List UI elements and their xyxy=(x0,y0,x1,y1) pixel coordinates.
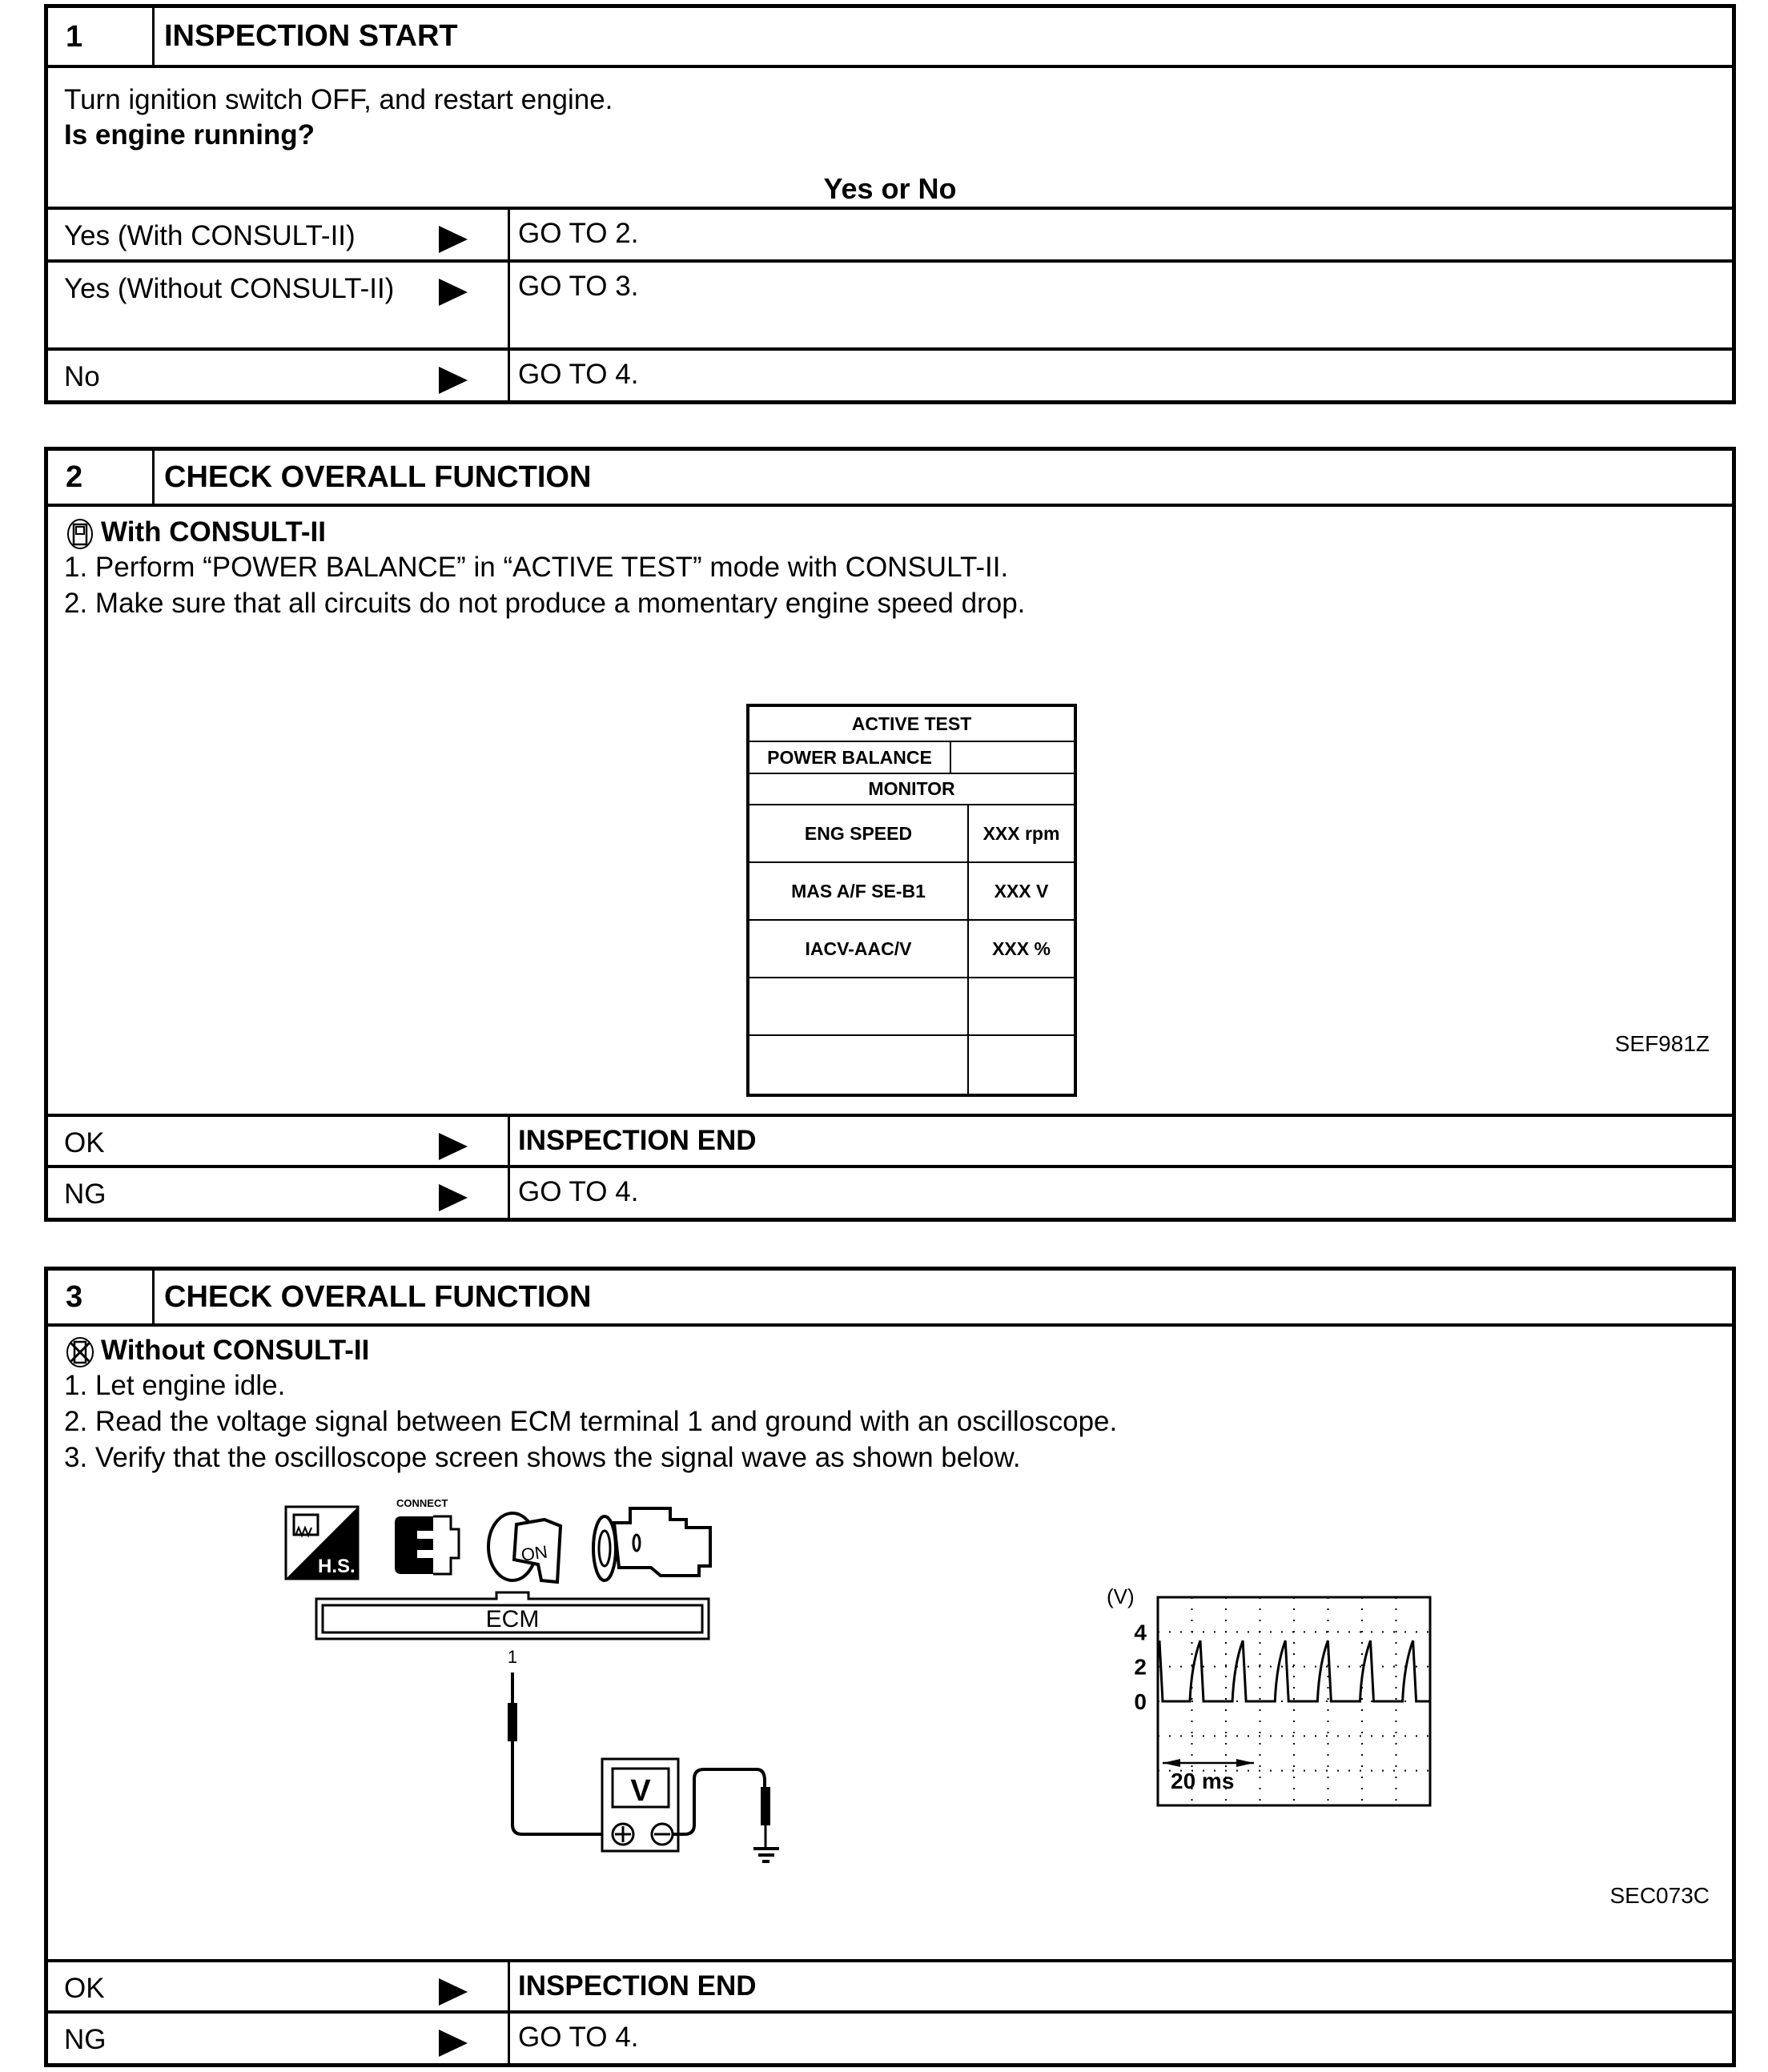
hot-engine-icon xyxy=(286,1507,358,1579)
ground-probe xyxy=(673,1769,770,1849)
result-row[interactable] xyxy=(48,1114,1732,1168)
ecm-module xyxy=(316,1592,709,1639)
mode-label xyxy=(64,1335,369,1368)
result-condition: No xyxy=(64,361,100,392)
circuit-diagram xyxy=(308,1591,789,1927)
result-action[interactable] xyxy=(508,1117,1732,1168)
result-condition: OK xyxy=(64,1973,105,2004)
terminal-number: 1 xyxy=(507,1647,518,1667)
monitor-row xyxy=(749,863,1074,921)
signal-waveform xyxy=(1159,1640,1429,1701)
monitor-item: ENG SPEED xyxy=(749,805,969,861)
result-action[interactable] xyxy=(508,210,1732,263)
monitor-item xyxy=(749,978,969,1034)
instruction-text: 3. Verify that the oscilloscope screen shows the signal wave as shown below. xyxy=(64,1442,1021,1473)
result-row[interactable] xyxy=(48,1165,1732,1218)
step-number: 2 xyxy=(48,451,155,504)
monitor-label: MONITOR xyxy=(868,778,955,799)
result-row[interactable] xyxy=(48,347,1732,400)
monitor-item: MAS A/F SE-B1 xyxy=(749,863,969,919)
result-action-text: GO TO 4. xyxy=(518,359,639,390)
monitor-row xyxy=(749,805,1074,863)
instruction-text: 2. Read the voltage signal between ECM terminal 1 and ground with an oscilloscope. xyxy=(64,1406,1118,1437)
result-action-text: GO TO 4. xyxy=(518,2022,639,2053)
instruction-text: 1. Let engine idle. xyxy=(64,1370,286,1401)
result-action-text: INSPECTION END xyxy=(518,1125,757,1156)
result-row[interactable] xyxy=(48,259,1732,351)
question-text: Is engine running? xyxy=(64,119,315,151)
instruction-text: 1. Perform “POWER BALANCE” in “ACTIVE TEST” mode with CONSULT-II. xyxy=(64,552,1009,583)
figure-id: SEC073C xyxy=(1609,1883,1710,1908)
monitor-row xyxy=(749,921,1074,978)
monitor-value: XXX V xyxy=(994,880,1049,901)
monitor-value: XXX rpm xyxy=(982,822,1060,844)
result-condition: NG xyxy=(64,1179,106,1210)
result-action[interactable] xyxy=(508,1962,1732,2014)
mode-label-text: Without CONSULT-II xyxy=(101,1335,370,1366)
arrow-right-icon xyxy=(439,1184,468,1211)
mode-label-text: With CONSULT-II xyxy=(101,516,326,548)
figure-id: SEF981Z xyxy=(1614,1031,1710,1056)
step-body xyxy=(48,507,1732,1117)
condition-icons xyxy=(284,1499,765,1587)
monitor-item xyxy=(749,1036,969,1094)
monitor-item: IACV-AAC/V xyxy=(749,921,969,977)
connect-label: CONNECT xyxy=(396,1499,448,1509)
time-scale-label: 20 ms xyxy=(1171,1769,1235,1793)
arrow-right-icon xyxy=(439,279,468,306)
result-action[interactable] xyxy=(508,1168,1732,1218)
meter-label: V xyxy=(630,1774,651,1808)
arrow-right-icon xyxy=(439,2030,468,2057)
arrow-right-icon xyxy=(439,226,468,253)
oscilloscope-chart xyxy=(1097,1583,1449,1823)
step-title: INSPECTION START xyxy=(164,19,458,53)
step-header xyxy=(48,8,1732,68)
ignition-key-on-icon xyxy=(488,1513,561,1582)
result-row[interactable] xyxy=(48,2010,1732,2063)
result-action[interactable] xyxy=(508,2014,1732,2063)
result-condition: Yes (Without CONSULT-II) xyxy=(64,273,395,304)
step-2-table xyxy=(44,447,1736,1222)
test-item-value xyxy=(951,742,1074,773)
monitor-value: XXX % xyxy=(992,938,1051,959)
yes-or-no-label: Yes or No xyxy=(823,172,957,205)
monitor-value xyxy=(969,1036,1074,1094)
y-tick-label: 0 xyxy=(1134,1689,1147,1714)
result-row[interactable] xyxy=(48,1959,1732,2014)
y-unit-label: (V) xyxy=(1107,1584,1135,1608)
result-condition: NG xyxy=(64,2024,106,2055)
step-number: 3 xyxy=(48,1271,155,1323)
step-header xyxy=(48,451,1732,507)
result-action-text: GO TO 2. xyxy=(518,218,639,249)
result-row[interactable] xyxy=(48,207,1732,263)
mode-label xyxy=(64,516,326,550)
monitor-row xyxy=(749,1036,1074,1094)
active-test-title: ACTIVE TEST xyxy=(851,713,972,734)
monitor-row xyxy=(749,978,1074,1036)
test-item-label: POWER BALANCE xyxy=(749,742,951,773)
svg-text:ON: ON xyxy=(520,1541,549,1565)
arrow-right-icon xyxy=(439,367,468,394)
result-action-text: GO TO 3. xyxy=(518,271,639,302)
instruction-text: 2. Make sure that all circuits do not produce a momentary engine speed drop. xyxy=(64,588,1026,619)
result-condition: Yes (With CONSULT-II) xyxy=(64,220,356,251)
y-tick-label: 2 xyxy=(1134,1654,1147,1680)
result-action[interactable] xyxy=(508,351,1732,400)
test-item-row xyxy=(749,742,1074,774)
time-scale-arrow xyxy=(1163,1759,1254,1767)
monitor-header-row xyxy=(749,774,1074,805)
step-title: CHECK OVERALL FUNCTION xyxy=(164,1279,592,1314)
arrow-right-icon xyxy=(439,1978,468,2006)
ecm-label: ECM xyxy=(485,1606,540,1632)
svg-text:H.S.: H.S. xyxy=(318,1556,356,1577)
ground-symbol-icon xyxy=(753,1849,779,1861)
instruction-text: Turn ignition switch OFF, and restart engine. xyxy=(64,84,613,115)
step-body xyxy=(48,68,1732,211)
result-action-text: INSPECTION END xyxy=(518,1970,757,2002)
arrow-right-icon xyxy=(439,1133,468,1160)
engine-running-icon xyxy=(593,1508,710,1580)
result-condition: OK xyxy=(64,1127,105,1158)
monitor-value xyxy=(969,978,1074,1034)
connector-connect-icon xyxy=(395,1499,459,1574)
step-title: CHECK OVERALL FUNCTION xyxy=(164,460,592,494)
step-header xyxy=(48,1271,1732,1327)
step-number: 1 xyxy=(48,8,155,65)
result-action[interactable] xyxy=(508,263,1732,351)
step-1-table xyxy=(44,4,1736,404)
step-body xyxy=(48,1327,1732,1963)
active-test-screen xyxy=(746,704,1077,1097)
result-action-text: GO TO 4. xyxy=(518,1176,639,1207)
step-3-table xyxy=(44,1267,1736,2067)
no-consult-icon xyxy=(64,1336,96,1368)
voltmeter-icon xyxy=(602,1759,678,1851)
active-test-title-row xyxy=(749,707,1074,742)
y-tick-label: 4 xyxy=(1134,1620,1147,1645)
positive-probe xyxy=(508,1672,617,1834)
consult-ii-icon xyxy=(64,518,96,550)
